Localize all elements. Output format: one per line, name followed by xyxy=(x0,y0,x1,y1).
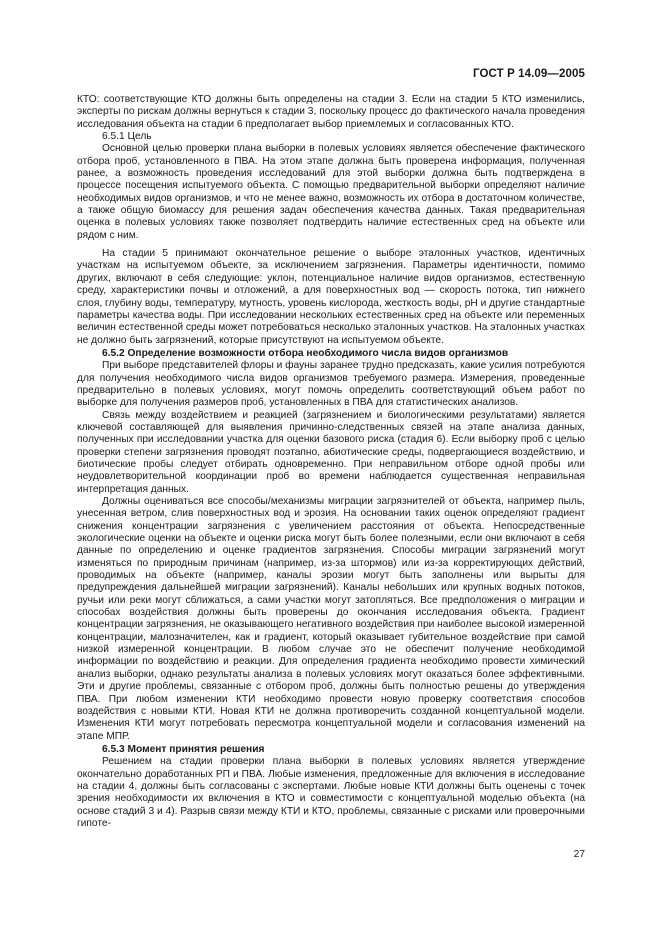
page-number: 27 xyxy=(573,849,585,860)
paragraph: Связь между воздействием и реакцией (загрязнением и биологическими результатами) является ключевой составляющей для выявления причинно-следственных связей на этапе анализа данных, полученных при исследовании участка для оценки базового риска (стадия 6). Если выборку проб с целью проверки степени загрязнения проводят поэтапно, абиотические среды, подвергающиеся воздействию, и биотические пробы следует отбирать одновременно. При неправильном отборе одной пробы или неудовлетворительной координации проб во времени наблюдается существенная неправильная интерпретация данных. xyxy=(77,409,585,495)
document-body xyxy=(77,94,585,830)
paragraph: При выборе представителей флоры и фауны заранее трудно предсказать, какие усилия потребуются для получения необходимого числа видов организмов требуемого размера. Измерения, проведенные предварительно в полевых условиях, могут помочь определить соответствующий объем работ по выборке для получения размеров проб, установленных в ПВА для статистических анализов. xyxy=(77,360,585,409)
paragraph: КТО: соответствующие КТО должны быть определены на стадии 3. Если на стадии 5 КТО изменились, эксперты по рискам должны вернуться к стадии 3, поскольку процесс до фактического начала проведения исследования объекта на стадии 6 предполагает выбор приемлемых и согласованных КТО. xyxy=(77,94,585,130)
paragraph: Должны оцениваться все способы/механизмы миграции загрязнителей от объекта, например пыль, унесенная ветром, слив поверхностных вод и эрозия. На основании таких оценок определяют градиент снижения концентрации загрязнения с увеличением расстояния от объекта. Непосредственные экологические оценки на объекте и оценки риска могут быть более полезными, если они включают в себя данные по определению и оценке градиентов загрязнения. Способы миграции загрязнений могут изменяться по природным причинам (например, из-за штормов) или из-за корректирующих действий, проводимых на объекте (например, каналы эрозии могут быть заполнены или вырыты для предупреждения дальнейшей миграции загрязнений). Каналы небольших или крупных водных потоков, ручьи или реки могут сближаться, а сами участки могут затопляться. Все предположения о миграции и способах воздействия должны быть проверены до окончания исследования объекта. Градиент концентрации загрязнения, не оказывающего негативного воздействия при наиболее высокой измеренной концентрации, малозначителен, как и градиент, который оказывает губительное воздействие при самой низкой измеренной концентрации. В любом случае это не обеспечит получение необходимой информации по воздействию и реакции. Для определения градиента необходимо провести химический анализ выборки, однако результаты анализа в полевых условиях могут оказаться более эффективными. Эти и другие проблемы, связанные с отбором проб, должны быть полностью решены до утверждения ПВА. При любом изменении КТИ необходимо провести новую проверку соответствия способов воздействия с новыми КТИ. Новая КТИ не должна противоречить созданной концептуальной модели. Изменения КТИ могут потребовать пересмотра концептуальной модели и согласования изменений на этапе МПР. xyxy=(77,496,585,742)
paragraph: На стадии 5 принимают окончательное решение о выборе эталонных участков, идентичных участкам на испытуемом объекте, за исключением загрязнения. Параметры идентичности, помимо других, включают в себя следующие: уклон, потенциальное наличие видов организмов, естественную среду, характеристики почвы и отложений, а для поверхностных вод — скорость потока, тип нижнего слоя, глубину воды, температуру, мутность, уровень кислорода, жесткость воды, pH и другие стандартные параметры качества воды. При исследовании нескольких естественных сред на объекте или переменных величин естественной среды может потребоваться несколько эталонных участков. На эталонных участках не должно быть загрязнений, которые присутствуют на испытуемом объекте. xyxy=(77,248,585,346)
section-subheading: 6.5.1 Цель xyxy=(102,131,152,143)
paragraph: Решением на стадии проверки плана выборки в полевых условиях является утверждение окончательно доработанных РП и ПВА. Любые изменения, предложенные для включения в исследование на стадии 4, должны быть согласованы с экспертами. Любые новые КТИ должны быть оценены с точек зрения необходимости их включения в КТО и совместимости с концептуальной моделью объекта (на основе стадий 3 и 4). Разрыв связи между КТИ и КТО, проблемы, связанные с рисками или проверочными гипоте- xyxy=(77,756,585,829)
section-heading: 6.5.2 Определение возможности отбора необходимого числа видов организмов xyxy=(102,347,509,359)
standard-designation: ГОСТ Р 14.09—2005 xyxy=(473,68,585,80)
paragraph: Основной целью проверки плана выборки в полевых условиях является обеспечение фактического отбора проб, установленного в ПВА. На этом этапе должна быть проверена информация, полученная ранее, а возможность проведения исследований для этой выборки должна быть подтверждена в процессе посещения испытуемого объекта. С помощью предварительной выборки определяют наличие необходимых видов организмов, и что не менее важно, возможность их отбора в достаточном количестве, а также общую биомассу для решения задач обеспечения качества данных. Такая предварительная оценка в полевых условиях также позволяет подтвердить наличие естественных сред на объекте или рядом с ним. xyxy=(77,143,585,241)
section-heading: 6.5.3 Момент принятия решения xyxy=(102,743,265,755)
